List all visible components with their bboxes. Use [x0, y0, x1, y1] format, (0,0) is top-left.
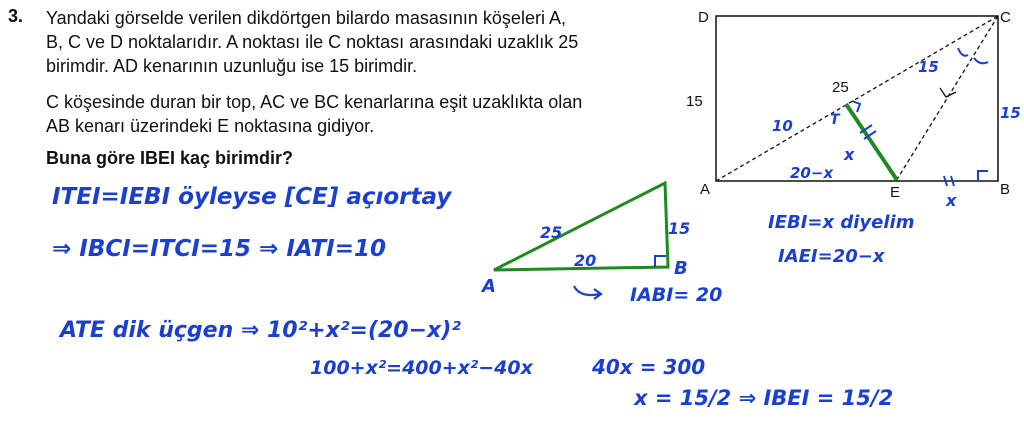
hw-cb-label: 15 — [1000, 104, 1021, 122]
question-line: birimdir. AD kenarının uzunluğu ise 15 birimdir. — [46, 56, 418, 76]
right-angle-icon — [852, 101, 860, 112]
angle-arc-icon — [974, 58, 988, 63]
side-note-2: IAEI=20−x — [778, 246, 885, 267]
solution-line-3: ATE dik üçgen ⇒ 10²+x²=(20−x)² — [60, 318, 461, 343]
hw-ae-label: 20−x — [790, 164, 834, 182]
vertex-e: E — [890, 184, 901, 201]
vertex-c: C — [1000, 9, 1011, 26]
triangle-leg-label: 15 — [668, 219, 691, 238]
hw-ct-label: 15 — [918, 58, 939, 76]
angle-arc-icon — [958, 48, 968, 56]
right-angle-icon — [978, 171, 988, 181]
triangle-base-label: 20 — [574, 251, 597, 270]
question-line: AB kenarı üzerindeki E noktasına gidiyor. — [46, 116, 375, 136]
question-prompt: Buna göre IBEI kaç birimdir? — [46, 148, 294, 168]
question-line: B, C ve D noktalarıdır. A noktası ile C noktası arasındaki uzaklık 25 — [46, 32, 579, 52]
direction-arrow-icon — [940, 88, 956, 97]
question-line: C köşesinde duran bir top, AC ve BC kenarlarına eşit uzaklıkta olan — [46, 92, 583, 112]
hw-t-label: T — [830, 112, 840, 128]
side-ad-label: 15 — [686, 93, 703, 110]
triangle-result: IABI= 20 — [630, 284, 723, 306]
hw-at-label: 10 — [772, 117, 793, 135]
vertex-d: D — [698, 9, 709, 26]
perpendicular-te — [846, 104, 897, 180]
question-number: 3. — [8, 6, 24, 26]
hw-eb-label: x — [946, 191, 957, 210]
side-note-1: IEBI=x diyelim — [768, 212, 915, 233]
triangle-vertex-a: A — [482, 276, 496, 297]
solution-line-2: ⇒ IBCI=ITCI=15 ⇒ IATI=10 — [52, 236, 387, 262]
triangle-hyp-label: 25 — [540, 223, 563, 242]
solution-line-4: 100+x²=400+x²−40x — [310, 357, 533, 379]
solution-line-5: 40x = 300 — [592, 355, 706, 379]
solution-line-1: ITEI=IEBI öyleyse [CE] açıortay — [52, 184, 452, 210]
triangle-vertex-b: B — [674, 258, 688, 279]
right-angle-icon — [655, 256, 666, 267]
question-line: Yandaki görselde verilen dikdörtgen bilardo masasının köşeleri A, — [46, 8, 566, 28]
diagonal-ac-label: 25 — [832, 79, 849, 96]
diagonal-ac — [716, 16, 998, 181]
solution-line-6: x = 15/2 ⇒ IBEI = 15/2 — [634, 386, 894, 410]
vertex-b: B — [1000, 181, 1011, 198]
path-ce — [896, 16, 998, 181]
hw-te-label: x — [844, 145, 855, 164]
vertex-a: A — [700, 181, 711, 198]
